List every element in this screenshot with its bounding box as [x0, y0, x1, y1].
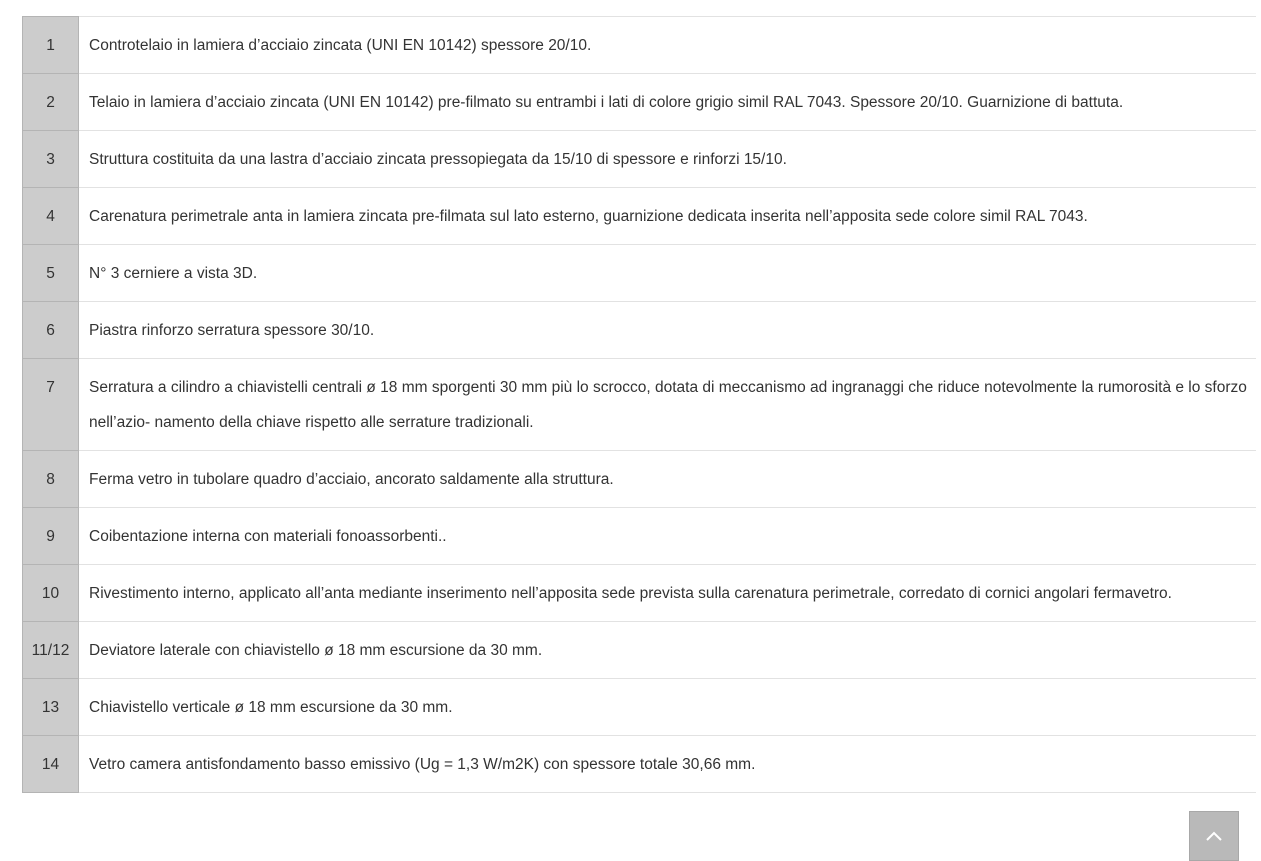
- table-row: [23, 359, 1257, 451]
- row-description: N° 3 cerniere a vista 3D.: [79, 245, 1257, 302]
- table-row: [23, 245, 1257, 302]
- table-row: [23, 17, 1257, 74]
- row-number: 1: [23, 17, 79, 74]
- row-description: Carenatura perimetrale anta in lamiera zincata pre-filmata sul lato esterno, guarnizione dedicata inserita nell’apposita sede colore simil RAL 7043.: [79, 188, 1257, 245]
- row-description: Telaio in lamiera d’acciaio zincata (UNI EN 10142) pre-filmato su entrambi i lati di colore grigio simil RAL 7043. Spessore 20/10. Guarnizione di battuta.: [79, 74, 1257, 131]
- row-number: 7: [23, 359, 79, 451]
- table-row: [23, 131, 1257, 188]
- row-description: Ferma vetro in tubolare quadro d’acciaio, ancorato saldamente alla struttura.: [79, 451, 1257, 508]
- table-row: [23, 622, 1257, 679]
- spec-table: [22, 16, 1256, 793]
- row-number: 5: [23, 245, 79, 302]
- row-number: 14: [23, 736, 79, 793]
- table-row: [23, 188, 1257, 245]
- row-description: Chiavistello verticale ø 18 mm escursione da 30 mm.: [79, 679, 1257, 736]
- row-description: Piastra rinforzo serratura spessore 30/10.: [79, 302, 1257, 359]
- row-number: 4: [23, 188, 79, 245]
- row-description: Vetro camera antisfondamento basso emissivo (Ug = 1,3 W/m2K) con spessore totale 30,66 mm.: [79, 736, 1257, 793]
- row-number: 3: [23, 131, 79, 188]
- table-row: [23, 74, 1257, 131]
- row-number: 6: [23, 302, 79, 359]
- row-description: Serratura a cilindro a chiavistelli centrali ø 18 mm sporgenti 30 mm più lo scrocco, dotata di meccanismo ad ingranaggi che riduce notevolmente la rumorosità e lo sforzo nell’azio- namento della chiave rispetto alle serrature tradizionali.: [79, 359, 1257, 451]
- row-number: 8: [23, 451, 79, 508]
- table-row: [23, 302, 1257, 359]
- table-row: [23, 736, 1257, 793]
- row-description: Controtelaio in lamiera d’acciaio zincata (UNI EN 10142) spessore 20/10.: [79, 17, 1257, 74]
- scroll-to-top-button[interactable]: [1189, 811, 1239, 861]
- row-description: Coibentazione interna con materiali fonoassorbenti..: [79, 508, 1257, 565]
- row-description: Deviatore laterale con chiavistello ø 18 mm escursione da 30 mm.: [79, 622, 1257, 679]
- row-number: 2: [23, 74, 79, 131]
- row-description: Struttura costituita da una lastra d’acciaio zincata pressopiegata da 15/10 di spessore e rinforzi 15/10.: [79, 131, 1257, 188]
- table-row: [23, 565, 1257, 622]
- table-row: [23, 679, 1257, 736]
- row-description: Rivestimento interno, applicato all’anta mediante inserimento nell’apposita sede prevista sulla carenatura perimetrale, corredato di cornici angolari fermavetro.: [79, 565, 1257, 622]
- table-row: [23, 508, 1257, 565]
- row-number: 9: [23, 508, 79, 565]
- row-number: 11/12: [23, 622, 79, 679]
- row-number: 10: [23, 565, 79, 622]
- row-number: 13: [23, 679, 79, 736]
- table-row: [23, 451, 1257, 508]
- chevron-up-icon: [1205, 830, 1223, 842]
